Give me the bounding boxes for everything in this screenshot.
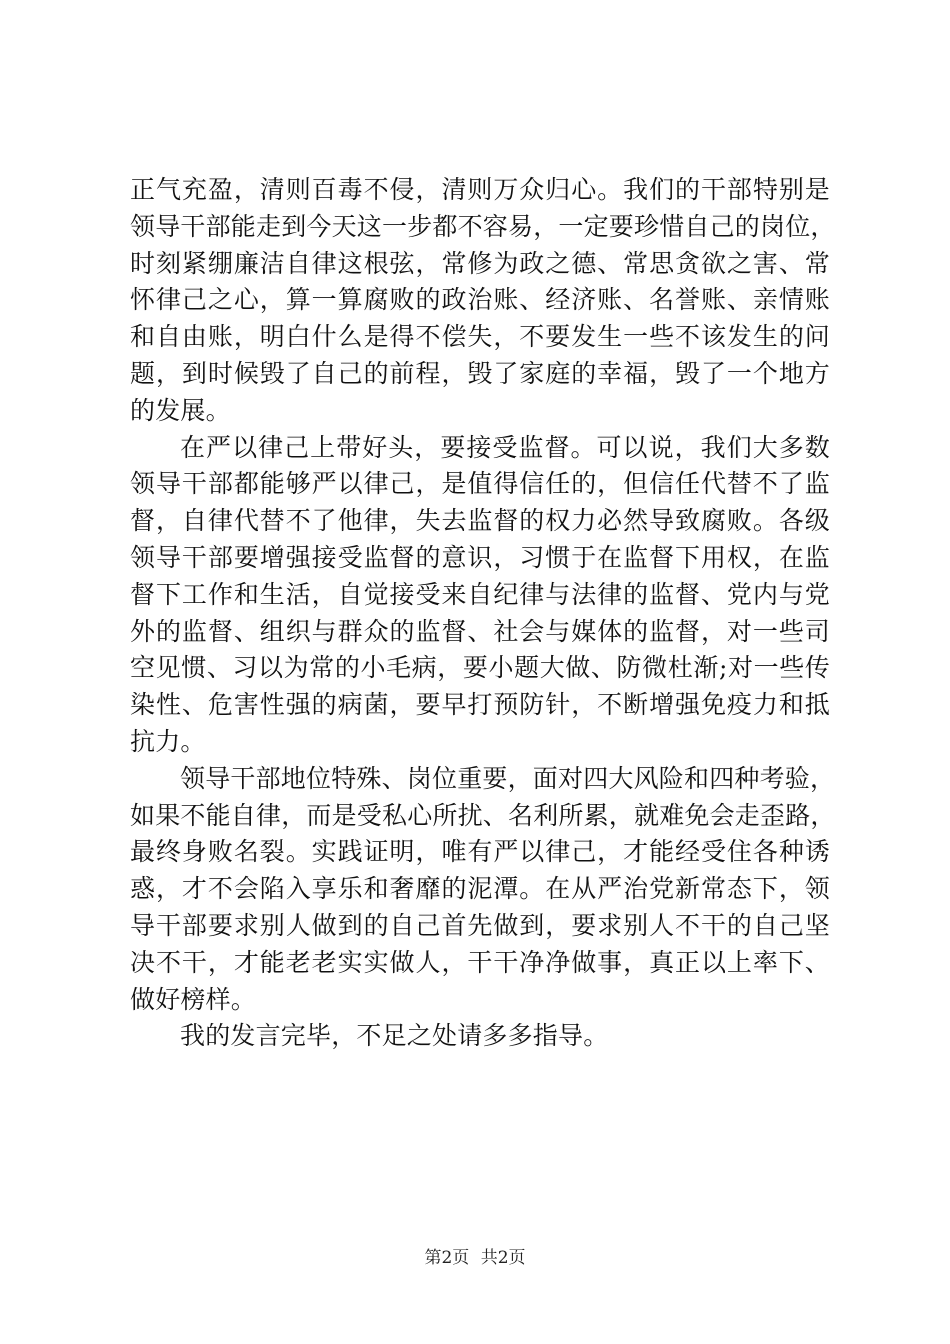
paragraph-line: 和自由账，明白什么是得不偿失，不要发生一些不该发生的问 <box>130 322 830 352</box>
paragraph-line: 外的监督、组织与群众的监督、社会与媒体的监督，对一些司 <box>130 616 830 646</box>
paragraph-line: 空见惯、习以为常的小毛病，要小题大做、防微杜渐;对一些传 <box>130 653 830 683</box>
paragraph-line: 领导干部能走到今天这一步都不容易，一定要珍惜自己的岗位， <box>130 211 836 241</box>
document-body <box>130 172 836 1055</box>
paragraph-line: 在严以律己上带好头，要接受监督。可以说，我们大多数 <box>180 432 830 462</box>
paragraph <box>130 430 830 761</box>
paragraph-line: 最终身败名裂。实践证明，唯有严以律己，才能经受住各种诱 <box>130 837 830 867</box>
paragraph-line: 题，到时候毁了自己的前程，毁了家庭的幸福，毁了一个地方 <box>130 358 830 388</box>
paragraph <box>130 761 836 1019</box>
paragraph-line: 督，自律代替不了他律，失去监督的权力必然导致腐败。各级 <box>130 506 830 536</box>
paragraph-line: 如果不能自律，而是受私心所扰、名利所累，就难免会走歪路， <box>130 800 836 830</box>
paragraph-line: 的发展。 <box>130 395 231 425</box>
paragraph-line: 抗力。 <box>130 726 206 756</box>
paragraph-line: 督下工作和生活，自觉接受来自纪律与法律的监督、党内与党 <box>130 579 830 609</box>
paragraph-line: 我的发言完毕，不足之处请多多指导。 <box>180 1021 609 1051</box>
paragraph-line: 怀律己之心，算一算腐败的政治账、经济账、名誉账、亲情账 <box>130 285 830 315</box>
paragraph-line: 导干部要求别人做到的自己首先做到，要求别人不干的自己坚 <box>130 910 830 940</box>
paragraph <box>130 172 836 430</box>
paragraph-line: 染性、危害性强的病菌，要早打预防针，不断增强免疫力和抵 <box>130 690 830 720</box>
paragraph-line: 时刻紧绷廉洁自律这根弦，常修为政之德、常思贪欲之害、常 <box>130 248 830 278</box>
paragraph-line: 决不干，才能老老实实做人，干干净净做事，真正以上率下、 <box>130 947 830 977</box>
page-total: 共2页 <box>480 1248 526 1268</box>
paragraph-line: 惑，才不会陷入享乐和奢靡的泥潭。在从严治党新常态下，领 <box>130 874 830 904</box>
page-footer <box>0 1243 950 1268</box>
paragraph-line: 正气充盈，清则百毒不侵，清则万众归心。我们的干部特别是 <box>130 175 830 204</box>
paragraph <box>130 1018 830 1055</box>
paragraph-line: 做好榜样。 <box>130 984 257 1014</box>
paragraph-line: 领导干部要增强接受监督的意识，习惯于在监督下用权，在监 <box>130 542 830 572</box>
paragraph-line: 领导干部地位特殊、岗位重要，面对四大风险和四种考验， <box>180 763 836 793</box>
page-number: 第2页 <box>424 1248 470 1268</box>
paragraph-line: 领导干部都能够严以律己，是值得信任的，但信任代替不了监 <box>130 469 830 499</box>
